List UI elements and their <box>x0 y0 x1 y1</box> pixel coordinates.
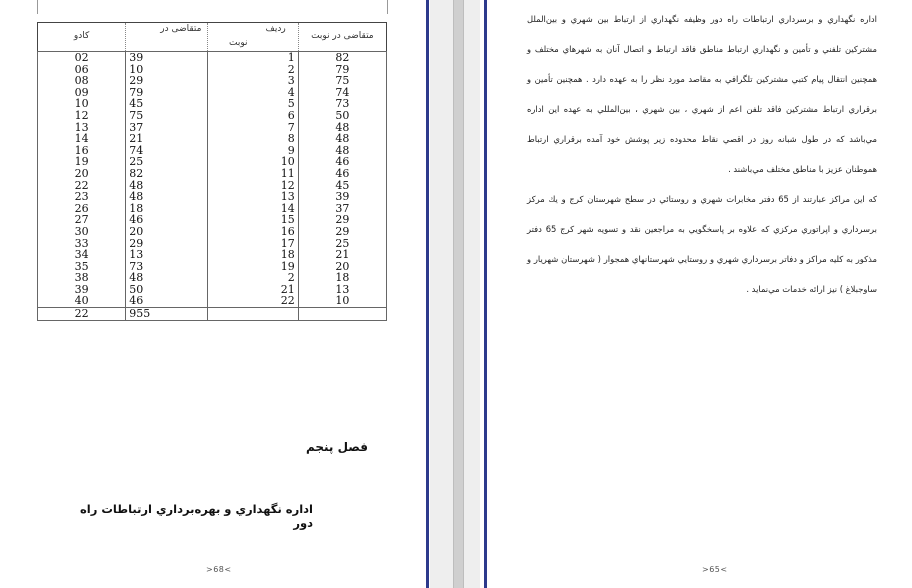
table-row <box>38 249 387 261</box>
table-cell: 82 <box>298 52 386 64</box>
table-cell: 50 <box>298 110 386 122</box>
table-row <box>38 110 387 122</box>
table-cell: 10 <box>208 156 298 168</box>
table-cell: 25 <box>298 238 386 250</box>
table-cell: 19 <box>38 156 126 168</box>
table-cell: 8 <box>208 133 298 145</box>
table-cell: 14 <box>38 133 126 145</box>
table-cell: 9 <box>208 145 298 157</box>
page-number: >65< <box>702 565 728 574</box>
table-row <box>38 203 387 215</box>
table-cell: 30 <box>38 226 126 238</box>
table-cell: 10 <box>298 295 386 307</box>
table-cell: 37 <box>126 122 208 134</box>
table-cell: 39 <box>38 284 126 296</box>
header-demand <box>126 23 248 52</box>
table-cell: 39 <box>298 191 386 203</box>
table-cell: 22 <box>208 295 298 307</box>
table-row <box>38 261 387 273</box>
table-cell: 12 <box>38 110 126 122</box>
crop-mark <box>387 0 388 14</box>
table-row <box>38 52 387 64</box>
page-number: >68< <box>206 565 232 574</box>
table-cell: 48 <box>298 133 386 145</box>
page-border-line <box>426 0 429 588</box>
table-cell: 4 <box>208 87 298 99</box>
table-cell: 39 <box>126 52 208 64</box>
table-cell: 6 <box>208 110 298 122</box>
table-cell: 73 <box>298 98 386 110</box>
header-kado: کادو <box>38 23 126 52</box>
header-demand-line2: نوبت <box>228 38 248 48</box>
table-cell: 29 <box>298 214 386 226</box>
table-cell: 20 <box>38 168 126 180</box>
table-cell: 50 <box>126 284 208 296</box>
table-cell: 46 <box>126 214 208 226</box>
table-row <box>38 87 387 99</box>
table-cell: 13 <box>298 284 386 296</box>
table-cell: 75 <box>298 75 386 87</box>
table-row <box>38 226 387 238</box>
table-cell: 40 <box>38 295 126 307</box>
table-cell: 74 <box>298 87 386 99</box>
table-body <box>38 52 387 308</box>
paragraph: اداره نگهداري و برسرداري ارتباطات راه دور وظیفه نگهداري از ارتباط بین شهري و بين‌الملل مشتركين تلفني و تأمين و نگهداري ارتباط مناطق فاقد ارتباط و اتصال آنان به شهرهاي مختلف و همچنين انتقال پيام كتبي مشتركين تلگرافي به مقاصد مورد نظر را به عهده دارد . همچنين تأمين و برقراري ارتباط مشتركين فاقد تلفن اعم از شهري ، بين شهري ، بين‌المللي به عهده اين اداره مي‌باشد كه در طول شبانه روز در اقصي نقاط محدوده زير پوشش خود آمده برقراري ارتباط هموطنان عزيز با مناطق مختلف مي‌باشند . <box>527 14 877 174</box>
table-cell: 34 <box>38 249 126 261</box>
section-title: اداره نگهداري و بهره‌برداري ارتباطات راه دور <box>80 502 313 530</box>
table-cell: 13 <box>208 191 298 203</box>
table-cell: 48 <box>126 180 208 192</box>
table-cell: 33 <box>38 238 126 250</box>
footer-cell <box>298 308 386 321</box>
page-border-line <box>484 0 487 588</box>
table-row <box>38 122 387 134</box>
table-cell: 82 <box>126 168 208 180</box>
table-cell: 21 <box>298 249 386 261</box>
body-text <box>527 4 877 304</box>
footer-cell: 955 <box>126 308 208 321</box>
crop-mark <box>37 0 38 14</box>
table-cell: 27 <box>38 214 126 226</box>
table-row <box>38 191 387 203</box>
table-cell: 14 <box>208 203 298 215</box>
table-cell: 10 <box>38 98 126 110</box>
table-footer-row <box>38 308 387 321</box>
table-row <box>38 214 387 226</box>
table-cell: 48 <box>126 272 208 284</box>
table-cell: 12 <box>208 180 298 192</box>
table-cell: 48 <box>126 191 208 203</box>
table-cell: 29 <box>126 238 208 250</box>
header-demand-line1: متقاضی در <box>160 24 202 34</box>
table-cell: 45 <box>298 180 386 192</box>
table-cell: 46 <box>298 156 386 168</box>
table-cell: 23 <box>38 191 126 203</box>
table-cell: 09 <box>38 87 126 99</box>
table-cell: 21 <box>126 133 208 145</box>
table-cell: 46 <box>126 295 208 307</box>
header-applicants: متقاضی در نوبت <box>298 23 386 52</box>
table-cell: 7 <box>208 122 298 134</box>
table-cell: 1 <box>208 52 298 64</box>
table-cell: 16 <box>208 226 298 238</box>
table-cell: 29 <box>298 226 386 238</box>
table-cell: 45 <box>126 98 208 110</box>
table-row <box>38 168 387 180</box>
table-cell: 74 <box>126 145 208 157</box>
table-cell: 20 <box>126 226 208 238</box>
table-cell: 13 <box>38 122 126 134</box>
table-cell: 29 <box>126 75 208 87</box>
table-header-row <box>38 23 387 52</box>
table-cell: 10 <box>126 64 208 76</box>
table-cell: 15 <box>208 214 298 226</box>
table-row <box>38 272 387 284</box>
paragraph: كه اين مراكز عبارتند از 65 دفتر مخابرات شهري و روستائي در سطح شهرستان كرج و يك مركز برسرداري و اپراتوري مركزي كه علاوه بر پاسخگويي به مراجعين نقد و تسويه شهر كرج 65 دفتر مذكور به كليه مراكز و دفاتر برسرداري شهري و روستايي شهرستانهاي همجوار ( شهرستان شهريار و ساوجبلاغ ) نيز ارائه خدمات مي‌نمايد . <box>527 194 878 294</box>
table-cell: 08 <box>38 75 126 87</box>
table-cell: 17 <box>208 238 298 250</box>
footer-cell <box>208 308 298 321</box>
table-cell: 21 <box>208 284 298 296</box>
table-cell: 48 <box>298 122 386 134</box>
table-cell: 37 <box>298 203 386 215</box>
table-cell: 26 <box>38 203 126 215</box>
table-cell: 22 <box>38 180 126 192</box>
table-cell: 20 <box>298 261 386 273</box>
header-row: ردیف <box>208 23 298 52</box>
footer-cell: 22 <box>38 308 126 321</box>
table-cell: 2 <box>208 64 298 76</box>
table-row <box>38 64 387 76</box>
table-cell: 48 <box>298 145 386 157</box>
table-row <box>38 133 387 145</box>
table-cell: 2 <box>208 272 298 284</box>
table-row <box>38 295 387 307</box>
table-cell: 13 <box>126 249 208 261</box>
table-row <box>38 156 387 168</box>
table-cell: 79 <box>126 87 208 99</box>
table-cell: 5 <box>208 98 298 110</box>
table-cell: 38 <box>38 272 126 284</box>
left-page <box>0 0 425 588</box>
table-cell: 46 <box>298 168 386 180</box>
table-cell: 3 <box>208 75 298 87</box>
table-cell: 18 <box>298 272 386 284</box>
table-cell: 25 <box>126 156 208 168</box>
table-row <box>38 180 387 192</box>
table-cell: 02 <box>38 52 126 64</box>
table-cell: 18 <box>126 203 208 215</box>
table-cell: 19 <box>208 261 298 273</box>
table-row <box>38 238 387 250</box>
table-cell: 35 <box>38 261 126 273</box>
table-cell: 75 <box>126 110 208 122</box>
table-cell: 06 <box>38 64 126 76</box>
table-cell: 79 <box>298 64 386 76</box>
table-cell: 16 <box>38 145 126 157</box>
table-cell: 11 <box>208 168 298 180</box>
chapter-title: فصل پنجم <box>305 440 368 454</box>
table-cell: 18 <box>208 249 298 261</box>
table-row <box>38 284 387 296</box>
table-row <box>38 75 387 87</box>
table-row <box>38 98 387 110</box>
data-table <box>37 22 387 321</box>
table-row <box>38 145 387 157</box>
table-cell: 73 <box>126 261 208 273</box>
vertical-scrollbar[interactable] <box>453 0 464 588</box>
